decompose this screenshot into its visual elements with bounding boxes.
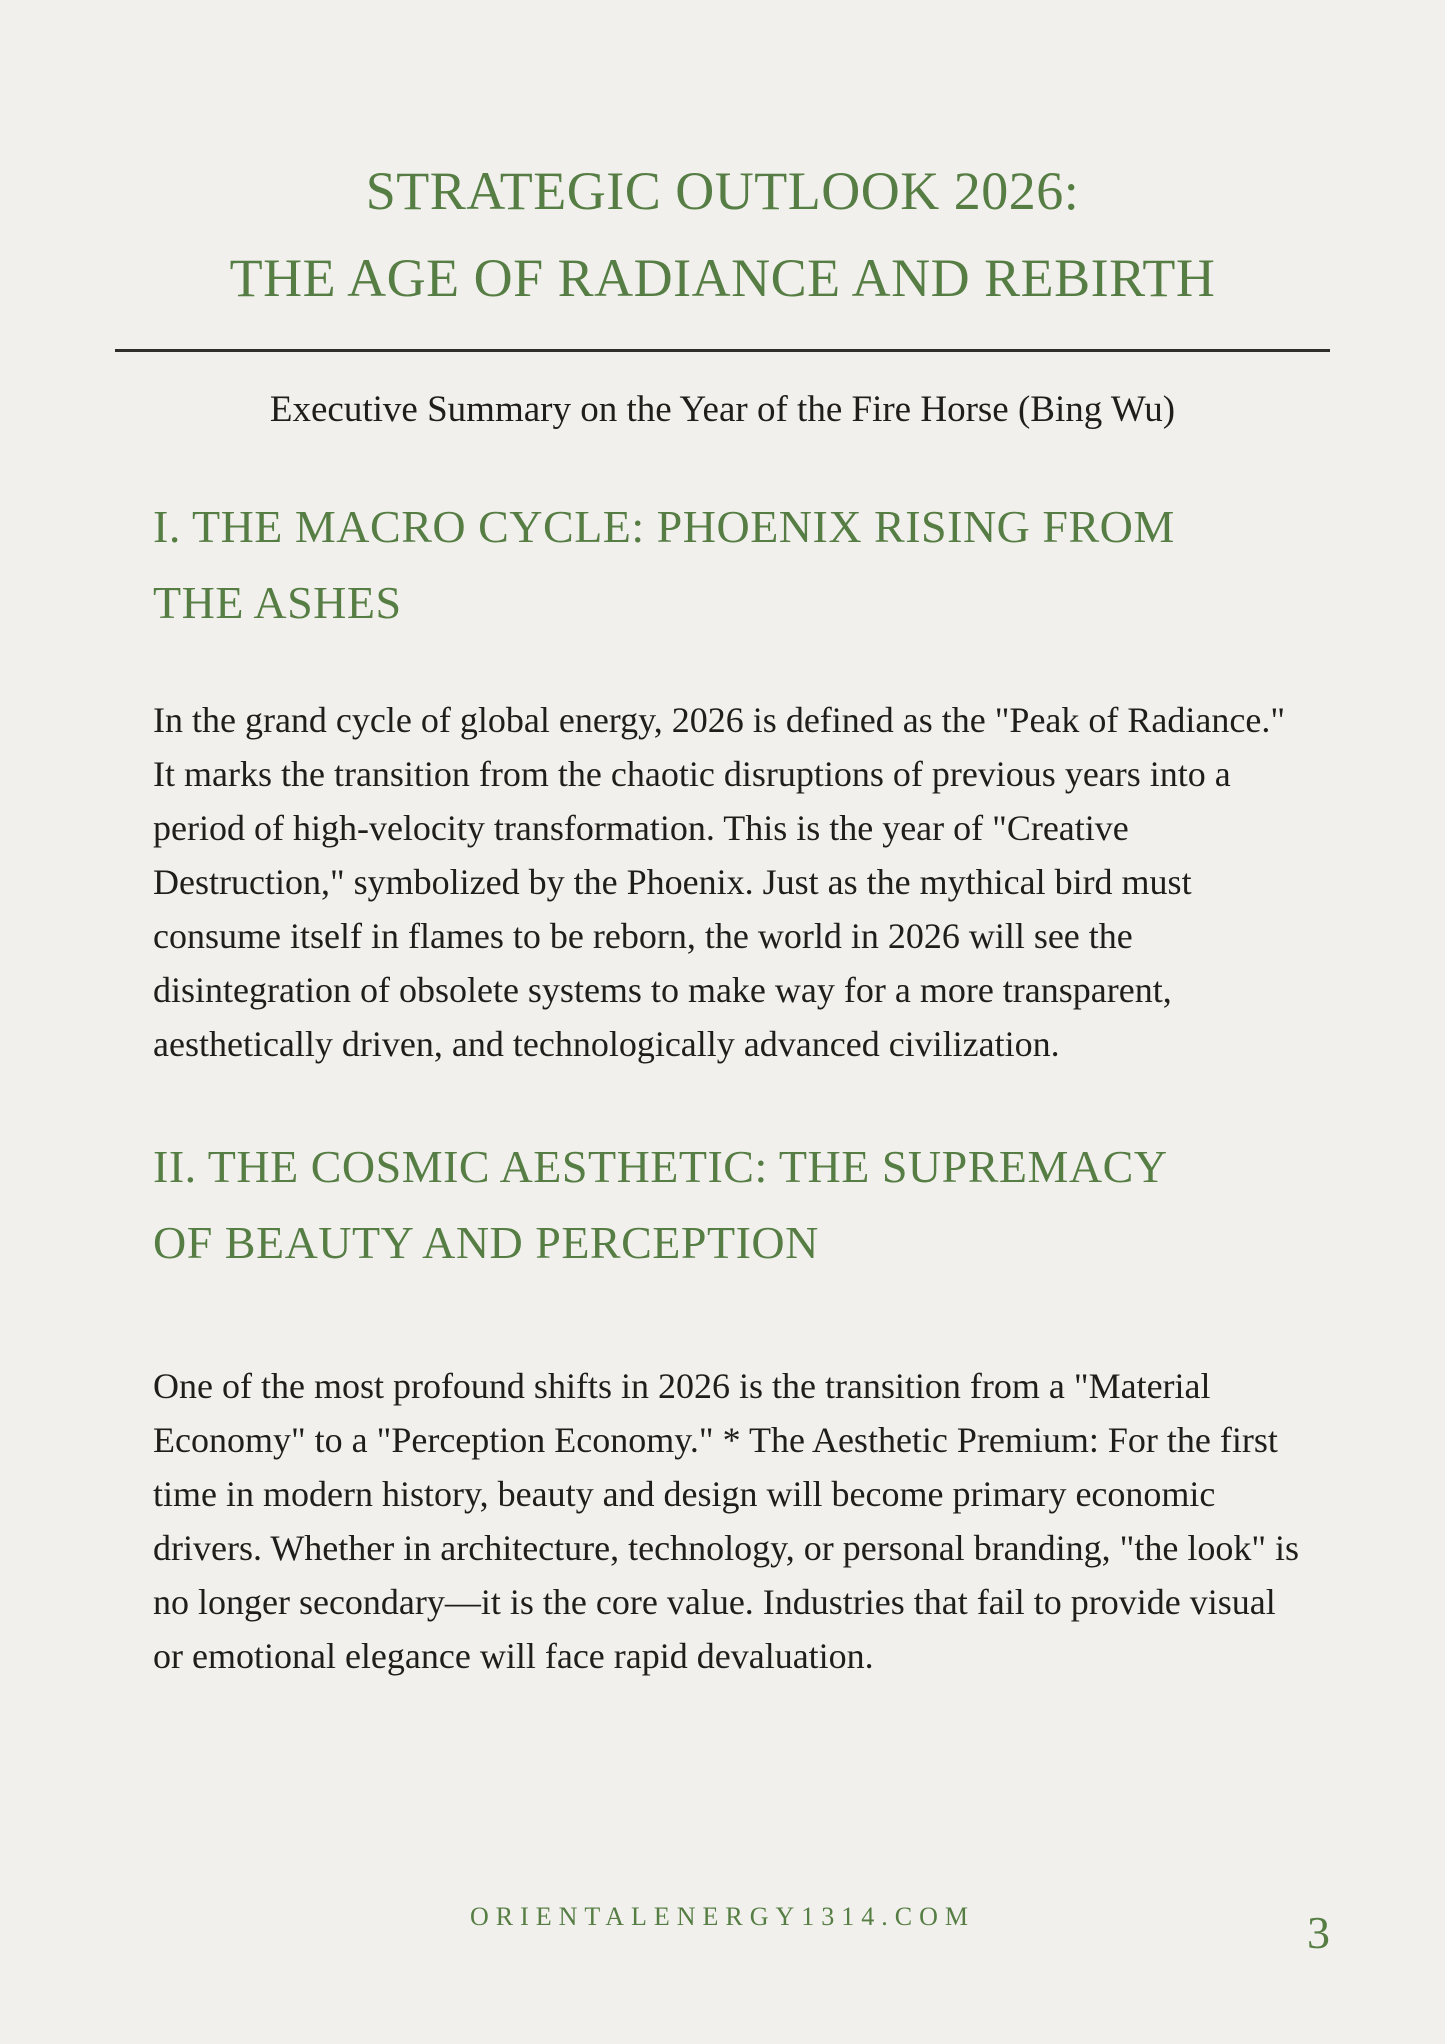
page-title <box>115 0 1330 323</box>
title-divider <box>115 349 1330 352</box>
footer-website-url: ORIENTALENERGY1314.COM <box>469 1902 976 1931</box>
section-2-paragraph: One of the most profound shifts in 2026 is the transition from a "Material Economy" to a "Perception Economy." * The Aesthetic Premium: For the first time in modern history, beauty and design will become primary economic drivers. Whether in architecture, technology, or personal branding, "the look" is no longer secondary—it is the core value. Industries that fail to provide visual or emotional elegance will face rapid devaluation. <box>153 1365 1300 1676</box>
document-subtitle: Executive Summary on the Year of the Fire Horse (Bing Wu) <box>269 388 1176 430</box>
document-body <box>115 489 1330 1683</box>
page-title-line2: THE AGE OF RADIANCE AND REBIRTH <box>229 248 1216 309</box>
section-1-paragraph: In the grand cycle of global energy, 2026 is defined as the "Peak of Radiance." It marks the transition from the chaotic disruptions of previous years into a period of high-velocity transformation. This is the year of "Creative Destruction," symbolized by the Phoenix. Just as the mythical bird must consume itself in flames to be reborn, the world in 2026 will see the disintegration of obsolete systems to make way for a more transparent, aesthetically driven, and technologically advanced civilization. <box>153 699 1286 1064</box>
document-header <box>115 0 1330 431</box>
page-title-line1: STRATEGIC OUTLOOK 2026: <box>365 161 1080 221</box>
section-1-heading: I. THE MACRO CYCLE: PHOENIX RISING FROM THE ASHES <box>153 500 1175 628</box>
section-cosmic-aesthetic <box>115 1129 1330 1683</box>
section-macro-cycle <box>115 489 1330 1071</box>
section-2-heading: II. THE COSMIC AESTHETIC: THE SUPREMACY OF BEAUTY AND PERCEPTION <box>153 1140 1166 1268</box>
page-number: 3 <box>1307 1907 1330 1958</box>
